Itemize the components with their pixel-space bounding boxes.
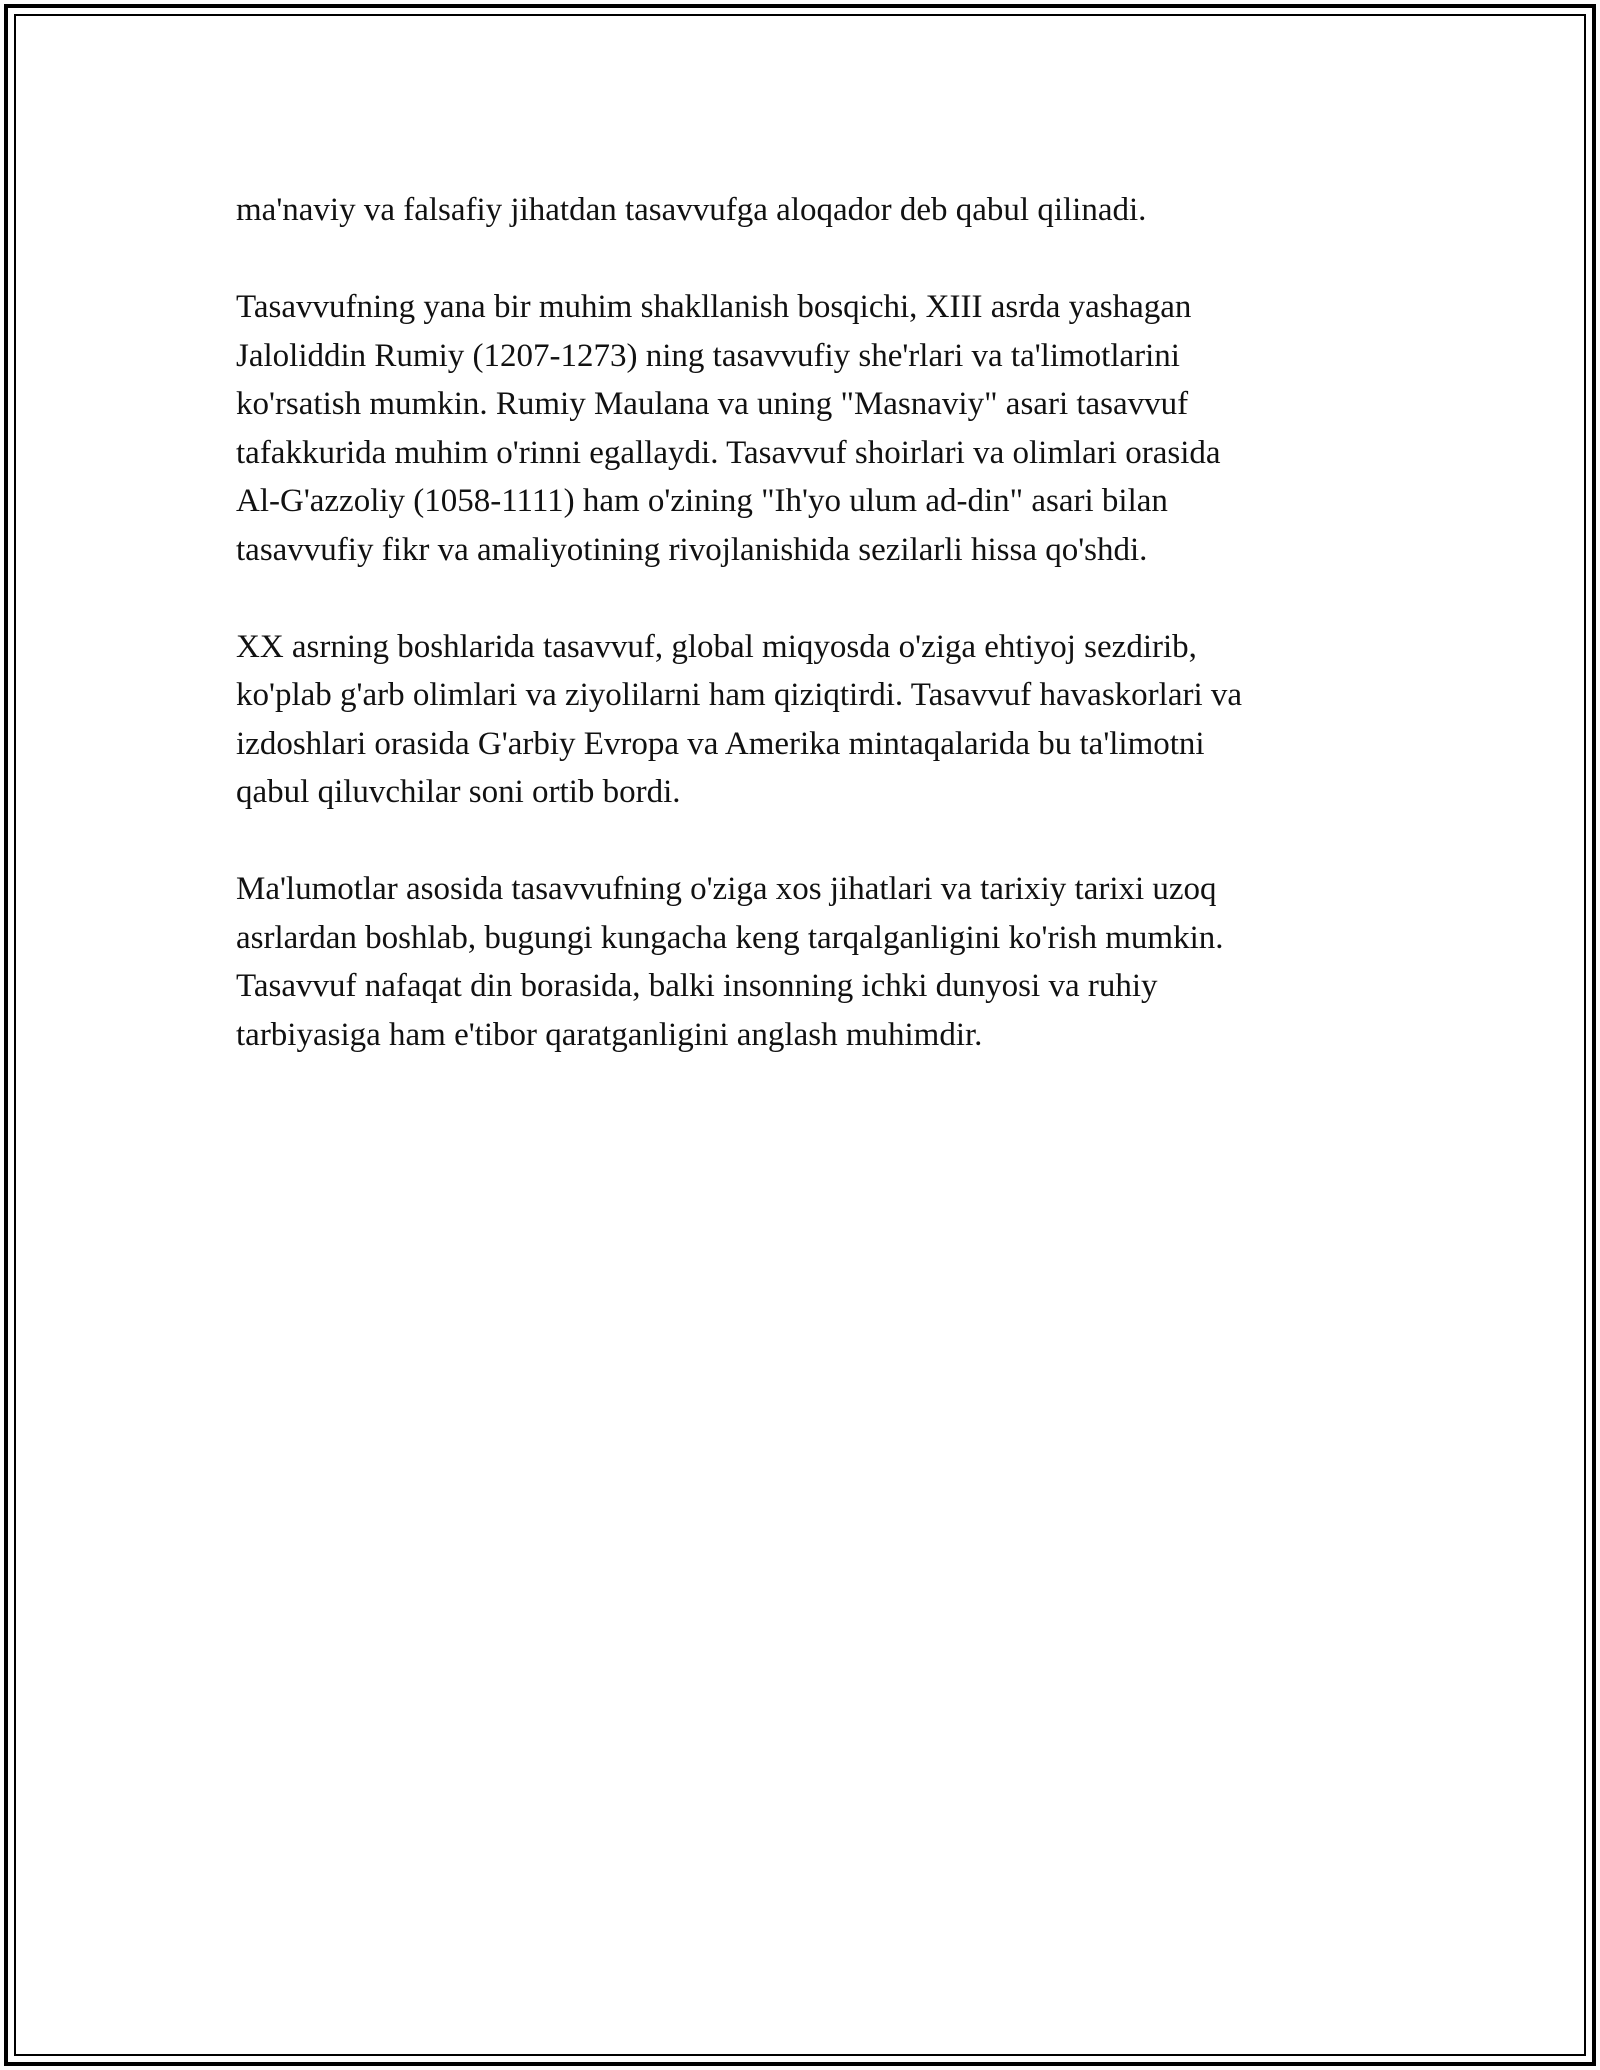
text-line: izdoshlari orasida G'arbiy Evropa va Amerika mintaqalarida bu ta'limotni <box>236 725 1205 762</box>
text-line: Tasavvufning yana bir muhim shakllanish bosqichi, XIII asrda yashagan <box>236 289 1192 325</box>
text-line: tafakkurida muhim o'rinni egallaydi. Tasavvuf shoirlari va olimlari orasida <box>236 434 1221 471</box>
text-line: Ma'lumotlar asosida tasavvufning o'ziga xos jihatlari va tarixiy tarixi uzoq <box>236 871 1217 907</box>
paragraph-2 <box>236 283 1386 574</box>
text-line: ko'rsatish mumkin. Rumiy Maulana va uning "Masnaviy" asari tasavvuf <box>236 386 1189 422</box>
text-line: asrlardan boshlab, bugungi kungacha keng tarqalganligini ko'rish mumkin. <box>236 919 1224 956</box>
document-body <box>236 186 1386 1108</box>
text-line: qabul qiluvchilar soni ortib bordi. <box>236 774 681 810</box>
paragraph-4 <box>236 865 1386 1059</box>
paragraph-3 <box>236 623 1386 817</box>
text-line: ko'plab g'arb olimlari va ziyolilarni ham qiziqtirdi. Tasavvuf havaskorlari va <box>236 677 1243 713</box>
text-line: Al-G'azzoliy (1058-1111) ham o'zining "Ih'yo ulum ad-din" asari bilan <box>236 483 1168 519</box>
text-line: Jaloliddin Rumiy (1207-1273) ning tasavvufiy she'rlari va ta'limotlarini <box>236 337 1180 374</box>
text-line: tarbiyasiga ham e'tibor qaratganligini anglash muhimdir. <box>236 1016 983 1053</box>
text-line: ma'naviy va falsafiy jihatdan tasavvufga aloqador deb qabul qilinadi. <box>236 192 1147 228</box>
paragraph-1 <box>236 186 1386 235</box>
text-line: Tasavvuf nafaqat din borasida, balki insonning ichki dunyosi va ruhiy <box>236 968 1158 1004</box>
text-line: XX asrning boshlarida tasavvuf, global miqyosda o'ziga ehtiyoj sezdirib, <box>236 628 1197 665</box>
text-line: tasavvufiy fikr va amaliyotining rivojlanishida sezilarli hissa qo'shdi. <box>236 531 1148 568</box>
